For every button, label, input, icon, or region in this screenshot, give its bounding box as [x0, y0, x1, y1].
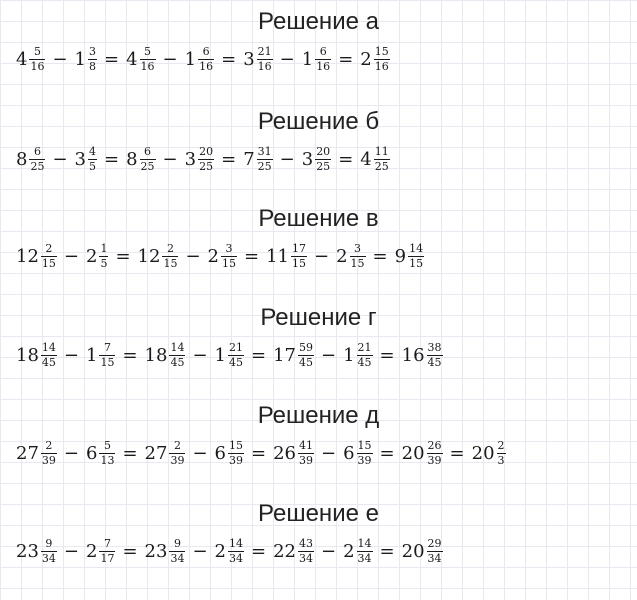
- mixed-number: [215, 342, 244, 368]
- fraction: [427, 538, 443, 564]
- fraction: [162, 243, 178, 269]
- denominator: 15: [350, 256, 365, 270]
- denominator: 39: [41, 453, 56, 467]
- mixed-number: [243, 46, 272, 72]
- operator: =: [251, 344, 267, 366]
- whole-part: 20: [471, 442, 495, 464]
- denominator: 34: [41, 551, 56, 565]
- numerator: 3: [354, 242, 362, 255]
- mixed-number: [273, 342, 314, 368]
- fraction: [427, 440, 443, 466]
- fraction: [88, 46, 97, 72]
- operator: −: [52, 48, 68, 70]
- operator: −: [63, 442, 79, 464]
- numerator: 6: [33, 145, 41, 158]
- fraction: [374, 146, 390, 172]
- fraction: [257, 46, 273, 72]
- mixed-number: [145, 440, 186, 466]
- mixed-number: [208, 243, 237, 269]
- numerator: 3: [225, 242, 233, 255]
- whole-part: 2: [343, 540, 355, 562]
- mixed-number: [86, 538, 115, 564]
- fraction: [374, 46, 390, 72]
- whole-part: 1: [74, 48, 86, 70]
- mixed-number: [472, 440, 506, 466]
- denominator: 15: [163, 256, 178, 270]
- fraction: [298, 538, 314, 564]
- numerator: 15: [374, 45, 389, 58]
- fraction: [140, 146, 156, 172]
- operator: −: [192, 344, 208, 366]
- fraction: [228, 342, 244, 368]
- denominator: 5: [89, 159, 96, 173]
- fraction: [427, 342, 443, 368]
- solution-section: [0, 197, 637, 295]
- mixed-number: [273, 538, 314, 564]
- mixed-number: [215, 440, 244, 466]
- operator: =: [122, 344, 138, 366]
- mixed-number: [395, 243, 424, 269]
- denominator: 45: [41, 355, 56, 369]
- section-title: Решение д: [257, 402, 380, 429]
- fraction: [29, 146, 45, 172]
- operator: −: [321, 344, 337, 366]
- numerator: 3: [89, 45, 96, 58]
- operator: =: [221, 48, 237, 70]
- whole-part: 27: [16, 442, 39, 464]
- equation: [16, 146, 390, 172]
- operator: −: [314, 245, 330, 267]
- whole-part: 4: [16, 48, 28, 70]
- numerator: 6: [202, 45, 210, 58]
- whole-part: 3: [301, 148, 314, 170]
- numerator: 9: [173, 537, 181, 550]
- fraction: [350, 243, 366, 269]
- numerator: 14: [170, 341, 185, 354]
- numerator: 29: [427, 537, 442, 550]
- denominator: 34: [170, 551, 185, 565]
- numerator: 7: [103, 537, 111, 550]
- denominator: 45: [229, 355, 243, 369]
- whole-part: 4: [360, 148, 372, 170]
- whole-part: 1: [301, 48, 314, 70]
- numerator: 41: [299, 439, 313, 452]
- denominator: 3: [497, 453, 505, 467]
- mixed-number: [16, 440, 57, 466]
- whole-part: 9: [394, 245, 407, 267]
- fraction: [497, 440, 506, 466]
- operator: =: [122, 442, 138, 464]
- numerator: 1: [100, 242, 108, 255]
- numerator: 6: [319, 45, 327, 58]
- operator: −: [321, 442, 337, 464]
- operator: −: [279, 148, 295, 170]
- section-title: Решение а: [258, 8, 379, 35]
- mixed-number: [402, 538, 443, 564]
- numerator: 4: [89, 145, 96, 158]
- fraction: [169, 342, 185, 368]
- numerator: 31: [257, 145, 272, 158]
- operator: −: [63, 540, 79, 562]
- mixed-number: [126, 46, 155, 72]
- numerator: 59: [299, 341, 313, 354]
- numerator: 7: [103, 341, 111, 354]
- operator: =: [379, 540, 395, 562]
- numerator: 5: [144, 45, 152, 58]
- denominator: 15: [100, 355, 115, 369]
- numerator: 38: [427, 341, 442, 354]
- whole-part: 12: [16, 245, 39, 267]
- whole-part: 18: [16, 344, 39, 366]
- mixed-number: [16, 243, 57, 269]
- operator: =: [104, 48, 120, 70]
- mixed-number: [86, 243, 108, 269]
- numerator: 15: [229, 439, 243, 452]
- denominator: 39: [357, 453, 372, 467]
- denominator: 45: [299, 355, 313, 369]
- fraction: [298, 440, 314, 466]
- whole-part: 8: [126, 148, 138, 170]
- denominator: 25: [30, 159, 45, 173]
- operator: −: [279, 48, 295, 70]
- whole-part: 23: [16, 540, 39, 562]
- denominator: 45: [170, 355, 185, 369]
- whole-part: 3: [74, 148, 86, 170]
- mixed-number: [86, 440, 115, 466]
- whole-part: 6: [214, 442, 226, 464]
- whole-part: 1: [343, 344, 355, 366]
- denominator: 34: [357, 551, 372, 565]
- mixed-number: [360, 46, 389, 72]
- numerator: 2: [45, 439, 53, 452]
- denominator: 13: [100, 453, 115, 467]
- denominator: 39: [170, 453, 185, 467]
- fraction: [169, 538, 185, 564]
- whole-part: 1: [184, 48, 197, 70]
- operator: =: [251, 442, 267, 464]
- whole-part: 6: [86, 442, 98, 464]
- numerator: 17: [292, 242, 306, 255]
- whole-part: 8: [16, 148, 28, 170]
- section-title: Решение г: [260, 304, 377, 331]
- fraction: [198, 146, 214, 172]
- numerator: 11: [374, 145, 389, 158]
- numerator: 9: [45, 537, 53, 550]
- whole-part: 18: [144, 344, 168, 366]
- operator: −: [162, 148, 178, 170]
- whole-part: 2: [336, 245, 348, 267]
- mixed-number: [86, 342, 115, 368]
- solution-section: [0, 492, 637, 590]
- operator: −: [63, 344, 79, 366]
- equation: [16, 46, 390, 72]
- whole-part: 2: [360, 48, 372, 70]
- denominator: 16: [199, 59, 214, 73]
- denominator: 39: [299, 453, 313, 467]
- whole-part: 22: [273, 540, 296, 562]
- mixed-number: [243, 146, 272, 172]
- whole-part: 12: [137, 245, 161, 267]
- solution-section: [0, 100, 637, 198]
- operator: =: [379, 344, 395, 366]
- fraction: [29, 46, 45, 72]
- whole-part: 2: [86, 245, 98, 267]
- equation: [16, 342, 443, 368]
- denominator: 17: [100, 551, 115, 565]
- numerator: 2: [173, 439, 181, 452]
- fraction: [41, 342, 57, 368]
- fraction: [315, 46, 331, 72]
- numerator: 21: [257, 45, 272, 58]
- numerator: 14: [229, 537, 243, 550]
- denominator: 16: [140, 59, 155, 73]
- whole-part: 20: [401, 540, 425, 562]
- numerator: 6: [144, 145, 152, 158]
- whole-part: 1: [86, 344, 98, 366]
- fraction: [315, 146, 331, 172]
- numerator: 2: [166, 242, 174, 255]
- operator: =: [379, 442, 395, 464]
- mixed-number: [266, 243, 307, 269]
- mixed-number: [215, 538, 244, 564]
- operator: =: [372, 245, 388, 267]
- section-title: Решение б: [257, 108, 380, 135]
- mixed-number: [16, 538, 57, 564]
- numerator: 21: [229, 341, 243, 354]
- equation: [16, 538, 443, 564]
- section-title: Решение е: [258, 500, 379, 527]
- operator: −: [321, 540, 337, 562]
- mixed-number: [343, 440, 372, 466]
- operator: −: [192, 540, 208, 562]
- numerator: 2: [45, 242, 53, 255]
- whole-part: 2: [86, 540, 98, 562]
- numerator: 14: [409, 242, 424, 255]
- mixed-number: [360, 146, 389, 172]
- mixed-number: [185, 146, 214, 172]
- whole-part: 11: [266, 245, 289, 267]
- denominator: 39: [229, 453, 243, 467]
- mixed-number: [16, 146, 45, 172]
- operator: −: [185, 245, 201, 267]
- denominator: 25: [257, 159, 272, 173]
- operator: =: [122, 540, 138, 562]
- equation: [16, 440, 506, 466]
- mixed-number: [75, 46, 97, 72]
- numerator: 14: [357, 537, 372, 550]
- denominator: 15: [222, 256, 236, 270]
- denominator: 34: [299, 551, 313, 565]
- whole-part: 6: [343, 442, 355, 464]
- solution-section: [0, 0, 637, 98]
- mixed-number: [16, 46, 45, 72]
- numerator: 21: [357, 341, 372, 354]
- fraction: [41, 243, 57, 269]
- fraction: [169, 440, 185, 466]
- mixed-number: [16, 342, 57, 368]
- solution-section: [0, 296, 637, 394]
- fraction: [99, 440, 115, 466]
- fraction: [41, 538, 57, 564]
- denominator: 15: [409, 256, 424, 270]
- fraction: [357, 440, 373, 466]
- fraction: [99, 243, 108, 269]
- mixed-number: [302, 146, 331, 172]
- fraction: [41, 440, 57, 466]
- fraction: [221, 243, 237, 269]
- mixed-number: [138, 243, 179, 269]
- mixed-number: [145, 342, 186, 368]
- fraction: [298, 342, 314, 368]
- operator: =: [338, 48, 354, 70]
- operator: =: [244, 245, 260, 267]
- denominator: 25: [374, 159, 389, 173]
- mixed-number: [145, 538, 186, 564]
- fraction: [198, 46, 214, 72]
- fraction: [408, 243, 424, 269]
- numerator: 5: [33, 45, 41, 58]
- whole-part: 3: [184, 148, 197, 170]
- denominator: 34: [427, 551, 442, 565]
- whole-part: 27: [144, 442, 168, 464]
- numerator: 5: [103, 439, 111, 452]
- numerator: 2: [497, 439, 505, 452]
- denominator: 25: [140, 159, 155, 173]
- fraction: [99, 342, 115, 368]
- fraction: [228, 538, 244, 564]
- numerator: 26: [427, 439, 442, 452]
- whole-part: 1: [214, 344, 226, 366]
- numerator: 14: [41, 341, 56, 354]
- whole-part: 2: [207, 245, 219, 267]
- fraction: [357, 538, 373, 564]
- fraction: [140, 46, 156, 72]
- mixed-number: [336, 243, 365, 269]
- denominator: 45: [357, 355, 372, 369]
- whole-part: 17: [273, 344, 296, 366]
- fraction: [99, 538, 115, 564]
- fraction: [228, 440, 244, 466]
- operator: =: [251, 540, 267, 562]
- operator: =: [338, 148, 354, 170]
- whole-part: 3: [243, 48, 255, 70]
- operator: =: [104, 148, 120, 170]
- whole-part: 16: [401, 344, 425, 366]
- fraction: [257, 146, 273, 172]
- whole-part: 23: [144, 540, 168, 562]
- whole-part: 26: [273, 442, 296, 464]
- denominator: 15: [41, 256, 56, 270]
- mixed-number: [75, 146, 97, 172]
- operator: =: [221, 148, 237, 170]
- denominator: 45: [427, 355, 442, 369]
- denominator: 25: [316, 159, 331, 173]
- denominator: 39: [427, 453, 442, 467]
- operator: −: [192, 442, 208, 464]
- operator: =: [449, 442, 465, 464]
- denominator: 16: [257, 59, 272, 73]
- numerator: 20: [199, 145, 214, 158]
- equation: [16, 243, 424, 269]
- fraction: [357, 342, 373, 368]
- fraction: [88, 146, 97, 172]
- mixed-number: [126, 146, 155, 172]
- denominator: 34: [229, 551, 243, 565]
- mixed-number: [273, 440, 314, 466]
- whole-part: 4: [126, 48, 138, 70]
- numerator: 15: [357, 439, 372, 452]
- denominator: 16: [316, 59, 331, 73]
- numerator: 43: [299, 537, 313, 550]
- fraction: [291, 243, 307, 269]
- denominator: 8: [89, 59, 96, 73]
- solution-section: [0, 394, 637, 492]
- operator: −: [52, 148, 68, 170]
- denominator: 16: [374, 59, 389, 73]
- mixed-number: [185, 46, 214, 72]
- numerator: 20: [316, 145, 331, 158]
- denominator: 5: [100, 256, 108, 270]
- whole-part: 7: [243, 148, 255, 170]
- denominator: 16: [30, 59, 45, 73]
- mixed-number: [402, 440, 443, 466]
- operator: =: [115, 245, 131, 267]
- denominator: 25: [199, 159, 214, 173]
- operator: −: [63, 245, 79, 267]
- whole-part: 2: [214, 540, 226, 562]
- mixed-number: [402, 342, 443, 368]
- denominator: 15: [292, 256, 306, 270]
- section-title: Решение в: [258, 205, 379, 232]
- mixed-number: [302, 46, 331, 72]
- mixed-number: [343, 342, 372, 368]
- whole-part: 20: [401, 442, 425, 464]
- operator: −: [162, 48, 178, 70]
- mixed-number: [343, 538, 372, 564]
